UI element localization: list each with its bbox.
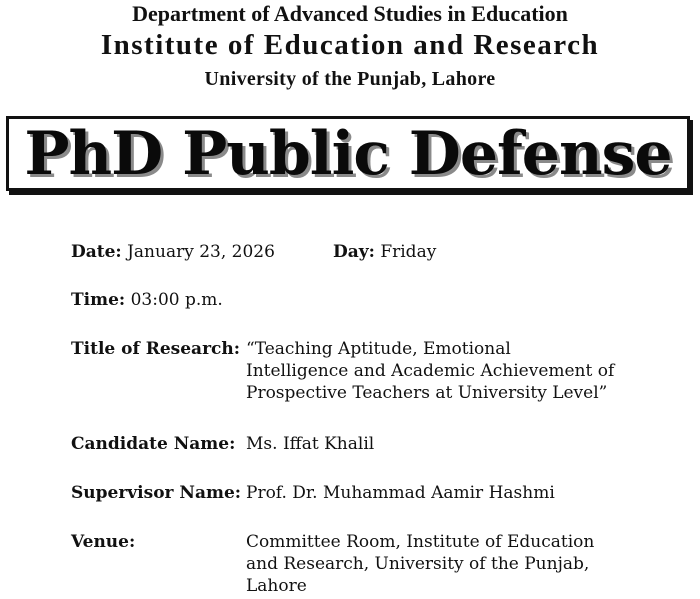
venue-line: Committee Room, Institute of Education [246,532,595,552]
research-title-label: Title of Research: [71,339,241,359]
department-heading: Department of Advanced Studies in Education [132,1,568,26]
research-title-value [246,338,614,404]
time-row [71,289,223,311]
candidate-value: Ms. Iffat Khalil [246,434,375,454]
date-label: Date: [71,242,122,262]
venue-value [246,531,594,597]
candidate-label: Candidate Name: [71,434,236,454]
date-row [71,241,275,263]
venue-line: Lahore [246,576,307,596]
research-title-line: Prospective Teachers at University Level” [246,383,608,403]
supervisor-value: Prof. Dr. Muhammad Aamir Hashmi [246,483,555,503]
university-heading: University of the Punjab, Lahore [204,68,496,90]
day-row [333,241,436,263]
day-value: Friday [380,242,437,262]
banner-title: PhD Public Defense [24,118,672,189]
research-title-line: “Teaching Aptitude, Emotional [246,339,511,359]
defense-banner [6,116,690,191]
date-value: January 23, 2026 [127,242,275,262]
day-label: Day: [333,242,375,262]
time-label: Time: [71,290,126,310]
venue-line: and Research, University of the Punjab, [246,554,590,574]
institute-heading: Institute of Education and Research [100,29,600,61]
time-value: 03:00 p.m. [130,290,223,310]
supervisor-label: Supervisor Name: [71,483,242,503]
research-title-line: Intelligence and Academic Achievement of [246,361,615,381]
venue-label: Venue: [71,532,136,552]
